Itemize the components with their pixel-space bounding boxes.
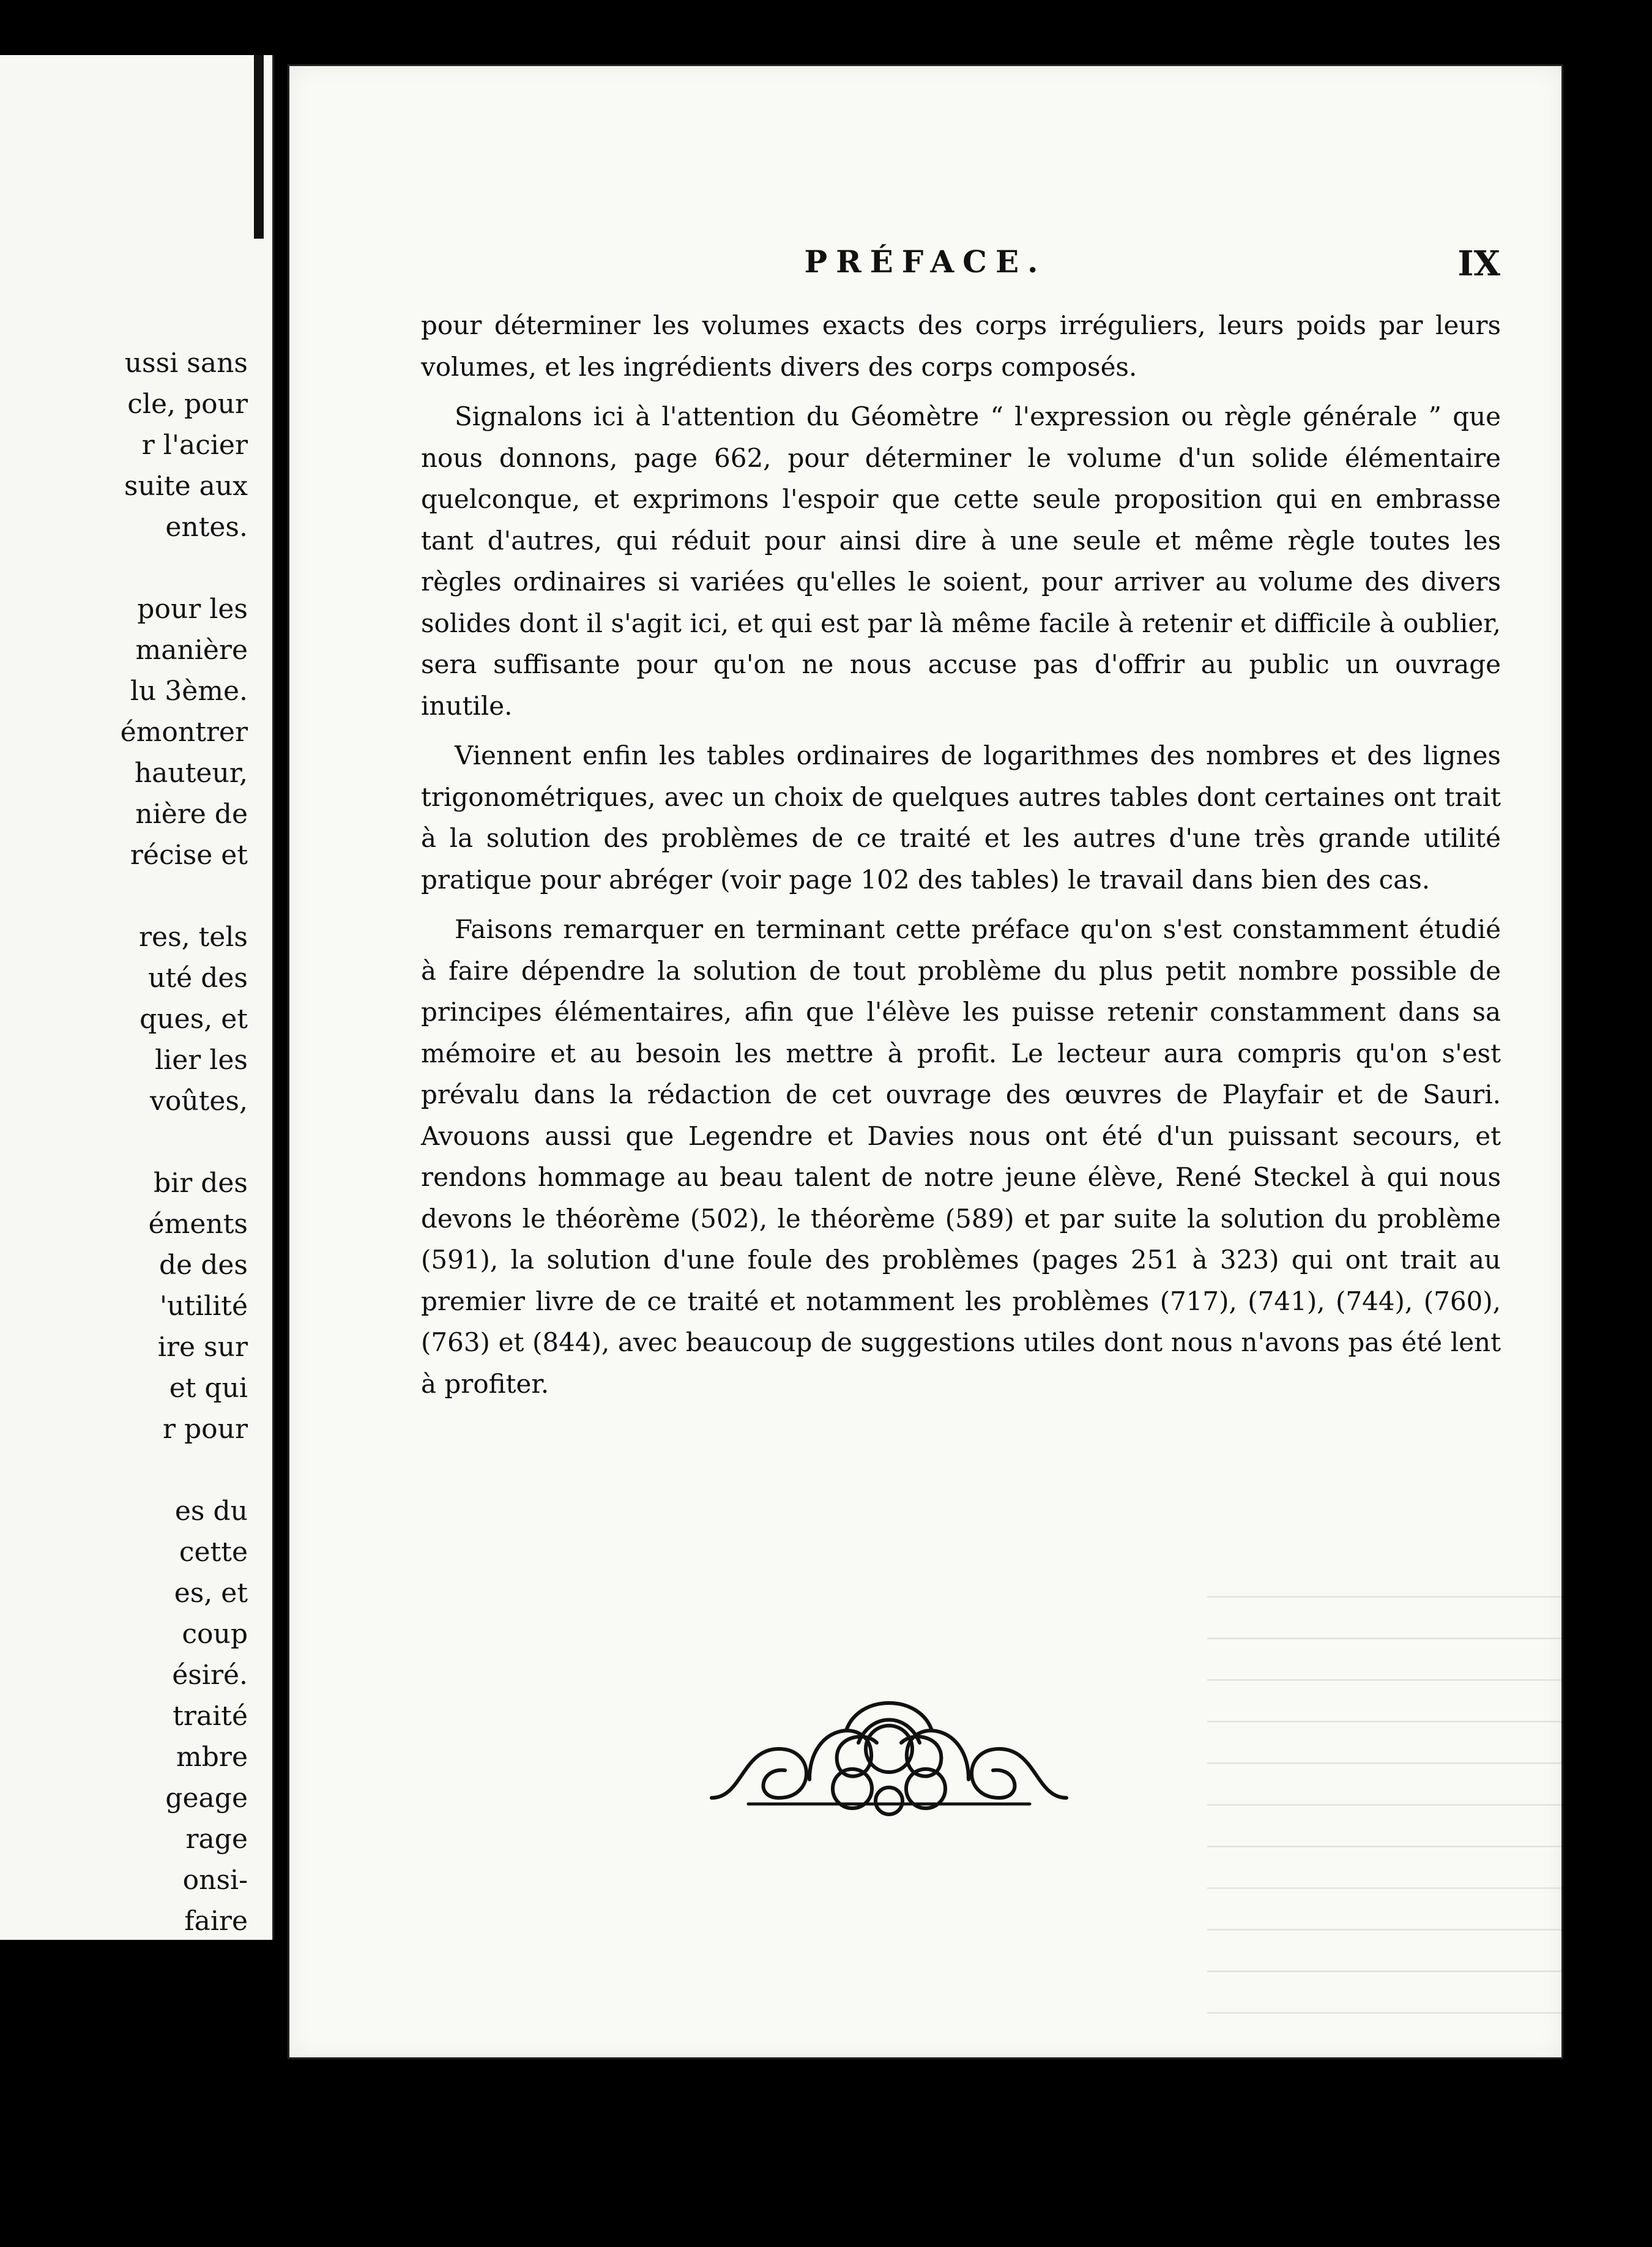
left-page-line: [28, 1122, 248, 1163]
preface-body: [421, 305, 1501, 1413]
left-page-fragment: [0, 55, 274, 1940]
left-page-line: mbre: [176, 1742, 248, 1773]
left-page-line: uté des: [148, 963, 248, 994]
left-page-line: ire sur: [157, 1332, 248, 1363]
left-page-line: voûtes,: [150, 1086, 248, 1117]
left-page-line: ussi sans: [124, 348, 248, 379]
left-page-line: onsi-: [182, 1865, 248, 1896]
paragraph-2: Signalons ici à l'attention du Géomètre “ l'expression ou règle générale ” que nous donnons, page 662, pour déterminer le volume d'un solide élémentaire quelconque, et exprimons l'espoir que cette seule proposition qui en embrasse tant d'autres, qui réduit pour ainsi dire à une seule et même règle toutes les règles ordinaires si variées qu'elles le soient, pour arriver au volume des divers solides dont il s'agit ici, et qui est par là même facile à retenir et difficile à oublier, sera suffisante pour qu'on ne nous accuse pas d'offrir au public un ouvrage inutile.: [421, 401, 1501, 721]
left-page-line: [28, 548, 248, 589]
left-page-line: [28, 876, 248, 917]
left-page-line: res, tels: [139, 922, 248, 953]
left-page-line: lu 3ème.: [130, 676, 248, 707]
left-page-line: cette: [179, 1537, 248, 1568]
page-number: IX: [1457, 244, 1500, 284]
left-page-line: hauteur,: [134, 758, 248, 789]
left-page-line: manière: [135, 635, 248, 666]
left-page-line: es du: [174, 1496, 248, 1527]
left-page-line: pour les: [137, 594, 248, 625]
left-page-line: et qui: [169, 1373, 248, 1404]
left-page-text: [28, 343, 248, 1942]
left-page-line: bir des: [153, 1168, 248, 1199]
left-page-line: ques, et: [140, 1004, 248, 1035]
left-page-line: traité: [173, 1701, 248, 1732]
left-page-line: es, et: [174, 1578, 248, 1609]
left-page-line: rage: [185, 1824, 248, 1855]
page-title: PRÉFACE.: [804, 244, 1047, 280]
left-page-line: de des: [159, 1250, 248, 1281]
main-page: [288, 64, 1563, 2059]
bleed-through-shadow: [1207, 1596, 1652, 2024]
left-page-line: éments: [148, 1209, 248, 1240]
tailpiece-ornament-icon: [705, 1657, 1073, 1822]
paragraph-1: pour déterminer les volumes exacts des corps irréguliers, leurs poids par leurs volumes, et les ingrédients divers des corps composés.: [421, 310, 1501, 382]
left-page-line: [28, 1450, 248, 1491]
left-page-line: nière de: [135, 799, 248, 830]
left-page-line: 'utilité: [159, 1291, 248, 1322]
left-page-line: r l'acier: [141, 430, 248, 461]
paragraph-4: Faisons remarquer en terminant cette préface qu'on s'est constamment étudié à faire dépendre la solution de tout problème du plus petit nombre possible de principes élémentaires, afin que l'élève les puisse retenir constamment dans sa mémoire et au besoin les mettre à profit. Le lecteur aura compris qu'on s'est prévalu dans la rédaction de cet ouvrage des œuvres de Playfair et de Sauri. Avouons aussi que Legendre et Davies nous ont été d'un puissant secours, et rendons hommage au beau talent de notre jeune élève, René Steckel à qui nous devons le théorème (502), le théorème (589) et par suite la solution du problème (591), la solution d'une foule des problèmes (pages 251 à 323) qui ont trait au premier livre de ce traité et notamment les problèmes (717), (741), (744), (760), (763) et (844), avec beaucoup de suggestions utiles dont nous n'avons pas été lent à profiter.: [421, 914, 1501, 1399]
left-page-line: émontrer: [120, 717, 248, 748]
left-page-line: cle, pour: [127, 389, 248, 420]
left-page-line: coup: [182, 1619, 248, 1650]
left-page-line: récise et: [130, 840, 248, 871]
paragraph-3: Viennent enfin les tables ordinaires de logarithmes des nombres et des lignes trigonométriques, avec un choix de quelques autres tables dont certaines ont trait à la solution des problèmes de ce traité et les autres d'une très grande utilité pratique pour abréger (voir page 102 des tables) le travail dans bien des cas.: [421, 740, 1501, 895]
book-spine-shadow: [254, 55, 264, 239]
left-page-line: suite aux: [124, 471, 248, 502]
left-page-line: r pour: [162, 1414, 248, 1445]
page-header: [289, 244, 1561, 286]
left-page-line: faire: [184, 1906, 248, 1937]
left-page-line: ésiré.: [172, 1660, 248, 1691]
left-page-line: lier les: [155, 1045, 248, 1076]
left-page-line: geage: [165, 1783, 248, 1814]
left-page-line: entes.: [165, 512, 248, 543]
